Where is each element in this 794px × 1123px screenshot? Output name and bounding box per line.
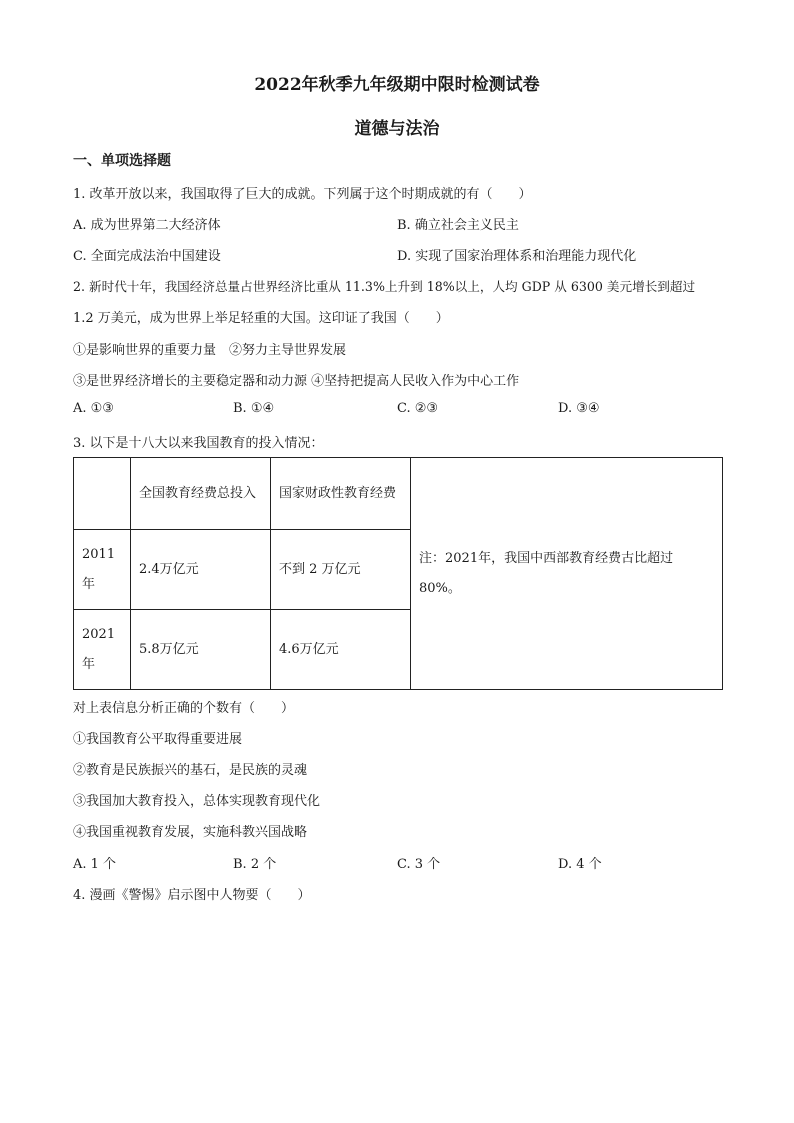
q2-option-a: A. ①③: [73, 401, 114, 416]
section-heading: 一、单项选择题: [73, 153, 171, 169]
q1-option-d: D. 实现了国家治理体系和治理能力现代化: [397, 249, 637, 264]
q2-option-d: D. ③④: [558, 401, 600, 416]
table-row-total: 2.4万亿元: [131, 530, 271, 610]
q2-stem-line1: 2. 新时代十年，我国经济总量占世界经济比重从 11.3%上升到 18%以上，人均 GDP 从 6300 美元增长到超过: [73, 279, 696, 294]
table-row-total: 5.8万亿元: [131, 610, 271, 690]
subject-title: 道德与法治: [354, 119, 440, 139]
q3-item-4: ④我国重视教育发展，实施科教兴国战略: [73, 825, 308, 840]
q2-option-c: C. ②③: [397, 401, 439, 416]
q2-items-line2: ③是世界经济增长的主要稳定器和动力源 ④坚持把提高人民收入作为中心工作: [73, 374, 520, 389]
q3-option-c: C. 3 个: [397, 857, 441, 872]
q2-items-line1: ①是影响世界的重要力量 ②努力主导世界发展: [73, 343, 347, 358]
q1-stem: 1. 改革开放以来，我国取得了巨大的成就。下列属于这个时期成就的有（ ）: [73, 187, 532, 202]
q3-stem: 3. 以下是十八大以来我国教育的投入情况：: [73, 436, 324, 451]
q1-option-b: B. 确立社会主义民主: [397, 218, 519, 233]
table-row-year: 2021年: [74, 610, 131, 690]
q4-stem: 4. 漫画《警惕》启示图中人物要（ ）: [73, 888, 311, 903]
table-note: 注：2021年，我国中西部教育经费古比超过80%。: [411, 458, 723, 690]
table-header-row: [74, 458, 723, 530]
table-row-fiscal: 4.6万亿元: [271, 610, 411, 690]
q3-option-d: D. 4 个: [558, 857, 602, 872]
table-row-fiscal: 不到 2 万亿元: [271, 530, 411, 610]
table-header-total: 全国教育经费总投入: [131, 458, 271, 530]
education-investment-table: [73, 457, 723, 690]
q1-option-a: A. 成为世界第二大经济体: [73, 218, 221, 233]
q1-option-c: C. 全面完成法治中国建设: [73, 249, 221, 264]
exam-title: 2022年秋季九年级期中限时检测试卷: [254, 75, 540, 95]
q3-option-b: B. 2 个: [233, 857, 277, 872]
q2-stem-line2: 1.2 万美元，成为世界上举足轻重的大国。这印证了我国（ ）: [73, 311, 449, 326]
q3-item-1: ①我国教育公平取得重要进展: [73, 732, 243, 747]
q2-option-b: B. ①④: [233, 401, 275, 416]
table-header-fiscal: 国家财政性教育经费: [271, 458, 411, 530]
q3-item-3: ③我国加大教育投入，总体实现教育现代化: [73, 794, 321, 809]
table-corner-cell: [74, 458, 131, 530]
q3-option-a: A. 1 个: [73, 857, 117, 872]
table-row-year: 2011年: [74, 530, 131, 610]
q3-item-2: ②教育是民族振兴的基石，是民族的灵魂: [73, 763, 308, 778]
q3-question: 对上表信息分析正确的个数有（ ）: [73, 701, 295, 716]
